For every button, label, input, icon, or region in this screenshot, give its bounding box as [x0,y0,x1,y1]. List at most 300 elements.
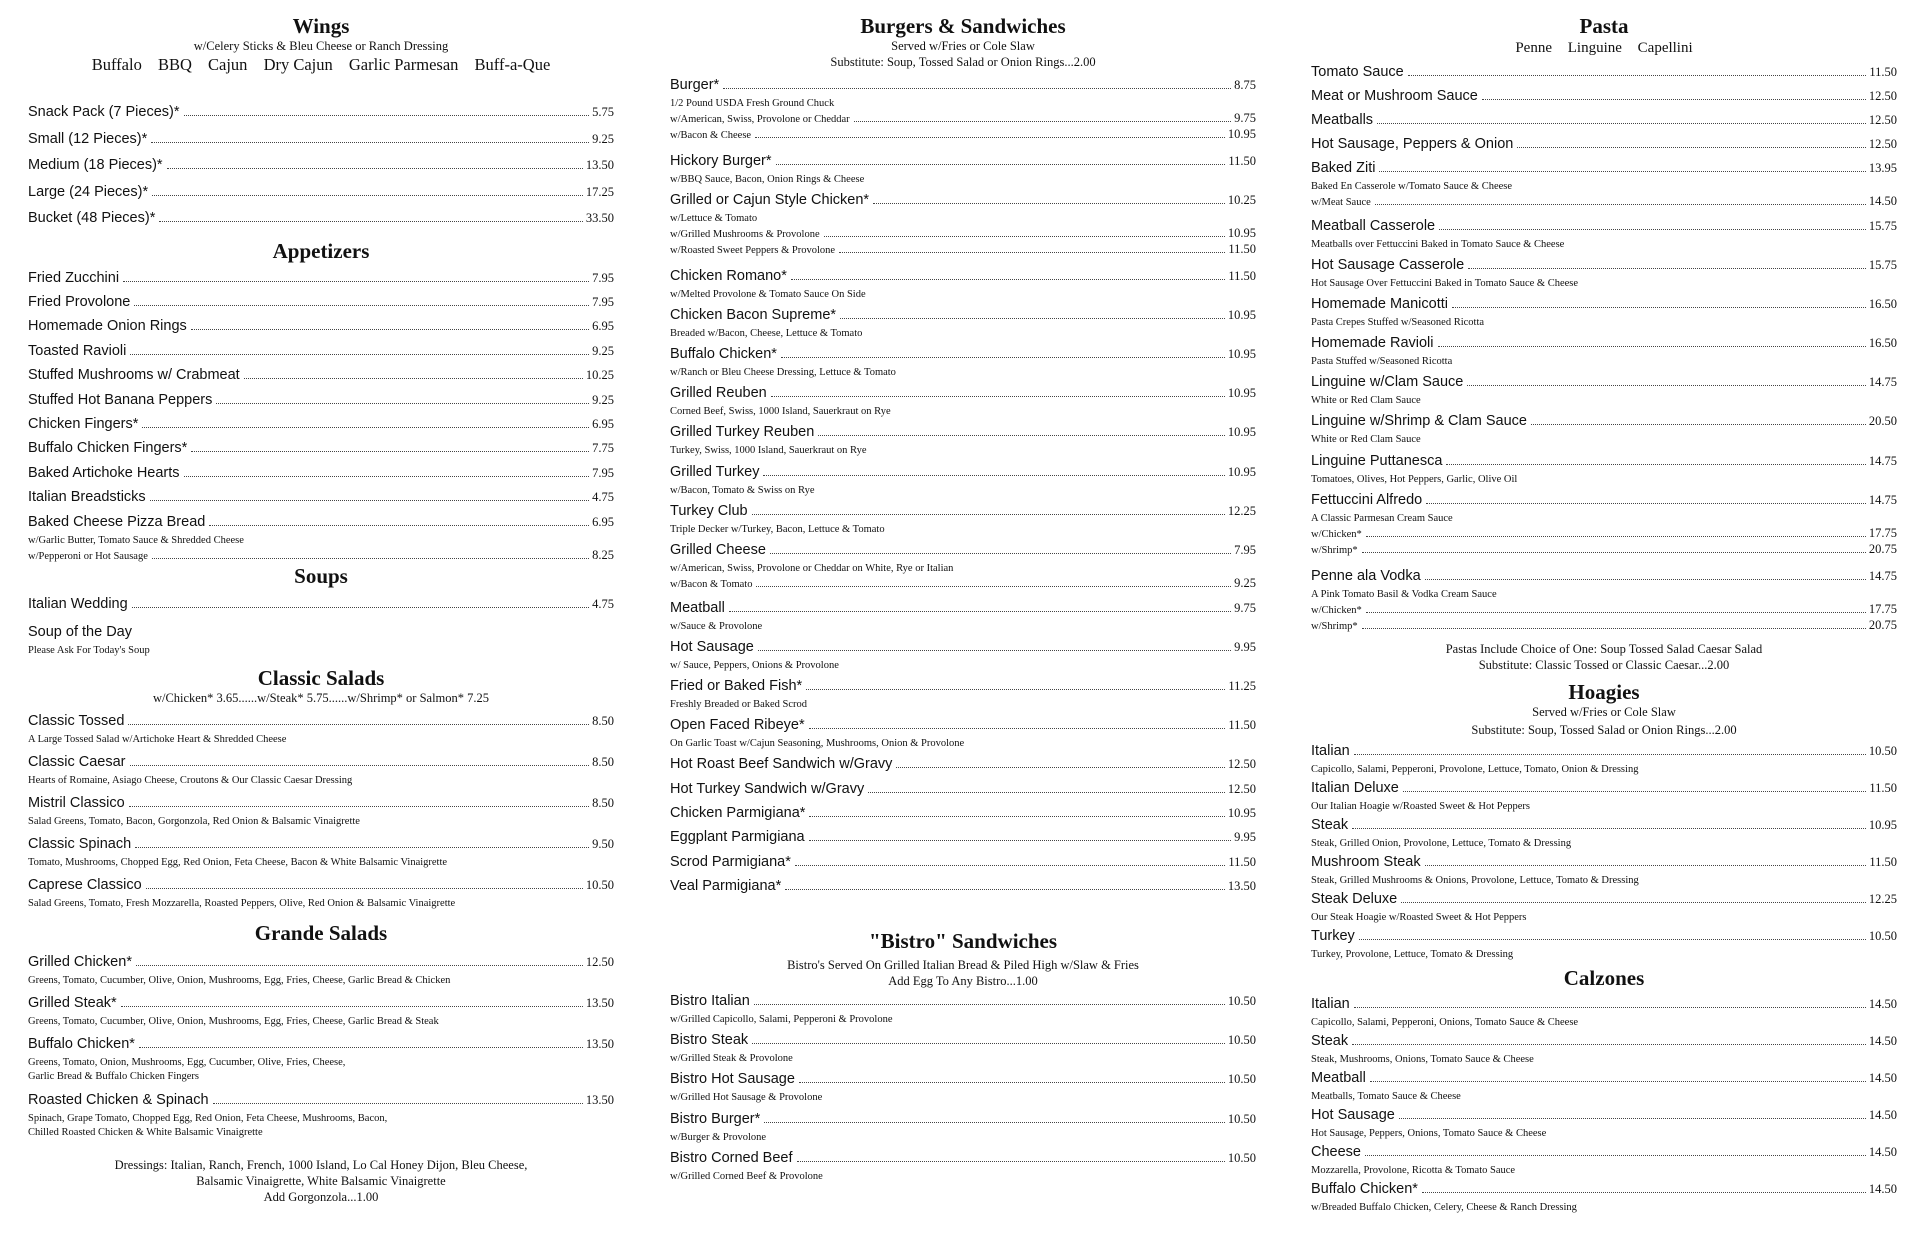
item-price: 14.75 [1868,454,1897,468]
menu-item [670,805,1256,825]
menu-item [28,131,614,151]
leader-dots [1362,552,1866,553]
leader-dots [818,435,1225,436]
item-price: 12.25 [1227,504,1256,518]
leader-dots [764,1122,1225,1123]
menu-item [670,717,1256,751]
item-description: w/Sauce & Provolone [670,621,763,632]
leader-dots [146,888,583,889]
item-name: Penne ala Vodka [1311,568,1421,584]
item-description: w/Grilled Steak & Provolone [670,1053,793,1064]
item-price: 8.75 [1234,78,1256,92]
leader-dots [184,115,590,116]
item-price: 10.50 [1227,1151,1256,1165]
item-name: Chicken Romano* [670,268,787,284]
item-price: 14.75 [1868,569,1897,583]
menu-item [670,464,1256,498]
section-subtitle: Substitute: Soup, Tossed Salad or Onion Rings...2.00 [830,55,1096,69]
note-line: Dressings: Italian, Ranch, French, 1000 Island, Lo Cal Honey Dijon, Bleu Cheese, [114,1158,528,1172]
flavor: Garlic Parmesan [348,55,459,74]
item-description: White or Red Clam Sauce [1311,434,1421,445]
item-price: 7.75 [592,441,614,455]
item-description: Greens, Tomato, Cucumber, Olive, Onion, Mushrooms, Egg, Fries, Cheese, Garlic Bread & Chicken [28,975,451,986]
pasta-types [1311,38,1897,58]
calzones-header [1311,966,1897,990]
item-description: Meatballs over Fettuccini Baked in Tomato Sauce & Cheese [1311,239,1565,250]
leader-dots [150,500,589,501]
item-variant [28,548,614,564]
item-description: On Garlic Toast w/Cajun Seasoning, Mushrooms, Onion & Provolone [670,738,965,749]
leader-dots [781,357,1225,358]
item-price: 13.50 [585,996,614,1010]
leader-dots [1352,828,1866,829]
item-name: Small (12 Pieces)* [28,131,148,147]
leader-dots [129,806,589,807]
menu-item [670,993,1256,1027]
item-name: Roasted Chicken & Spinach [28,1092,209,1108]
leader-dots [771,396,1225,397]
leader-dots [797,1161,1225,1162]
item-name: Mistril Classico [28,795,125,811]
item-description: Capicollo, Salami, Pepperoni, Provolone, Lettuce, Tomato, Onion & Dressing [1311,764,1639,775]
item-name: Grilled Cheese [670,542,766,558]
item-name: Turkey [1311,928,1355,944]
item-variant [670,127,1256,143]
item-name: Grilled Chicken* [28,954,132,970]
menu-item [28,489,614,509]
item-description: Turkey, Provolone, Lettuce, Tomato & Dressing [1311,949,1514,960]
item-name: Italian Wedding [28,596,128,612]
leader-dots [809,840,1232,841]
leader-dots [1408,75,1867,76]
leader-dots [756,586,1231,587]
menu-item [670,346,1256,380]
item-name: Hot Sausage [1311,1107,1395,1123]
menu-item [28,157,614,177]
leader-dots [1366,612,1866,613]
leader-dots [184,476,590,477]
item-price: 14.50 [1868,1182,1897,1196]
leader-dots [763,475,1224,476]
item-name: Burger* [670,77,720,93]
item-price: 10.95 [1227,308,1256,322]
item-description: Chilled Roasted Chicken & White Balsamic Vinaigrette [28,1127,263,1138]
flavor: Dry Cajun [263,55,333,74]
item-variant [670,111,1256,127]
menu-item [28,367,614,387]
item-name: Homemade Manicotti [1311,296,1448,312]
item-price: 10.50 [1868,929,1897,943]
item-description: Meatballs, Tomato Sauce & Cheese [1311,1091,1461,1102]
item-name: Hot Sausage, Peppers & Onion [1311,136,1514,152]
item-price: 12.50 [585,955,614,969]
note-line: Balsamic Vinaigrette, White Balsamic Vinaigrette [196,1174,446,1188]
item-price: 10.25 [585,368,614,382]
item-price: 5.75 [592,105,614,119]
item-price: 6.95 [592,319,614,333]
menu-item [1311,88,1897,108]
variant-price: 14.50 [1868,194,1897,208]
item-variant [1311,526,1897,542]
item-price: 10.95 [1227,465,1256,479]
item-name: Bistro Burger* [670,1111,761,1127]
leader-dots [159,221,583,222]
leader-dots [1354,1007,1866,1008]
menu-item [28,440,614,460]
menu-item [670,503,1256,537]
item-name: Classic Spinach [28,836,132,852]
leader-dots [151,142,589,143]
item-variant [670,242,1256,258]
item-name: Steak [1311,817,1349,833]
item-price: 10.50 [1227,1072,1256,1086]
item-name: Meat or Mushroom Sauce [1311,88,1478,104]
section-subtitle: Served w/Fries or Cole Slaw [1532,705,1676,719]
menu-item [1311,160,1897,210]
menu-item [28,104,614,124]
leader-dots [752,1043,1225,1044]
leader-dots [809,728,1226,729]
item-price: 7.95 [592,271,614,285]
variant-price: 10.95 [1227,226,1256,240]
leader-dots [1362,628,1866,629]
variant-name: w/Bacon & Tomato [670,579,753,590]
leader-dots [191,451,589,452]
item-description: Salad Greens, Tomato, Fresh Mozzarella, Roasted Peppers, Olive, Red Onion & Balsamic Vinaigrette [28,898,456,909]
item-description: Capicollo, Salami, Pepperoni, Onions, Tomato Sauce & Cheese [1311,1017,1579,1028]
wings-header [28,14,614,76]
menu-item [28,954,614,988]
leader-dots [824,236,1225,237]
menu-item [1311,492,1897,558]
item-price: 14.50 [1868,1108,1897,1122]
item-price: 10.95 [1227,806,1256,820]
pasta-type: Linguine [1567,40,1622,56]
item-price: 11.50 [1228,855,1256,869]
item-description: 1/2 Pound USDA Fresh Ground Chuck [670,98,835,109]
item-description: Pasta Stuffed w/Seasoned Ricotta [1311,356,1453,367]
item-name: Large (24 Pieces)* [28,184,149,200]
item-description: w/American, Swiss, Provolone or Cheddar on White, Rye or Italian [670,563,954,574]
variant-name: w/Shrimp* [1311,621,1358,632]
menu-item [670,77,1256,143]
item-description: Corned Beef, Swiss, 1000 Island, Sauerkraut on Rye [670,406,891,417]
menu-item [670,756,1256,776]
leader-dots [167,168,583,169]
leader-dots [770,553,1231,554]
item-name: Linguine w/Shrimp & Clam Sauce [1311,413,1527,429]
item-price: 13.95 [1868,161,1897,175]
leader-dots [723,88,1231,89]
item-price: 17.25 [585,185,614,199]
menu-item [28,392,614,412]
leader-dots [1370,1081,1866,1082]
menu-item [1311,996,1897,1030]
leader-dots [868,792,1225,793]
menu-item [670,1111,1256,1145]
menu-item [1311,1070,1897,1104]
leader-dots [729,611,1231,612]
item-description: Spinach, Grape Tomato, Chopped Egg, Red Onion, Feta Cheese, Mushrooms, Bacon, [28,1113,388,1124]
section-title: Appetizers [272,239,370,263]
item-name: Scrod Parmigiana* [670,854,791,870]
item-description: Greens, Tomato, Onion, Mushrooms, Egg, Cucumber, Olive, Fries, Cheese, [28,1057,346,1068]
section-subtitle: Served w/Fries or Cole Slaw [891,39,1035,53]
item-price: 6.95 [592,515,614,529]
variant-name: w/Pepperoni or Hot Sausage [28,551,148,562]
item-price: 10.50 [1868,744,1897,758]
item-price: 10.50 [585,878,614,892]
menu-item [670,878,1256,898]
menu-item [1311,374,1897,408]
item-description: Our Steak Hoagie w/Roasted Sweet & Hot Peppers [1311,912,1527,923]
item-name: Hot Turkey Sandwich w/Gravy [670,781,865,797]
variant-name: w/Chicken* [1311,605,1362,616]
item-name: Italian [1311,996,1350,1012]
section-subtitle: Add Egg To Any Bistro...1.00 [888,974,1038,988]
leader-dots [1425,865,1867,866]
leader-dots [142,427,589,428]
item-price: 12.50 [1868,137,1897,151]
soups-header [28,564,614,588]
item-description: Garlic Bread & Buffalo Chicken Fingers [28,1071,199,1082]
menu-item [28,1036,614,1084]
item-variant [670,226,1256,242]
menu-item [28,184,614,204]
item-name: Veal Parmigiana* [670,878,782,894]
item-name: Fried Zucchini [28,270,120,286]
item-description: Steak, Grilled Mushrooms & Onions, Provolone, Lettuce, Tomato & Dressing [1311,875,1639,886]
item-price: 10.50 [1227,1112,1256,1126]
item-name: Linguine w/Clam Sauce [1311,374,1464,390]
item-name: Chicken Fingers* [28,416,139,432]
menu-item [1311,64,1897,84]
item-price: 12.50 [1227,757,1256,771]
item-name: Hot Roast Beef Sandwich w/Gravy [670,756,893,772]
item-price: 6.95 [592,417,614,431]
menu-item [28,836,614,870]
item-name: Buffalo Chicken* [670,346,777,362]
menu-item [28,1092,614,1140]
variant-price: 8.25 [592,548,614,562]
menu-item [1311,296,1897,330]
item-name: Bucket (48 Pieces)* [28,210,156,226]
item-variant [1311,542,1897,558]
item-price: 16.50 [1868,336,1897,350]
flavor: BBQ [157,55,192,74]
item-price: 14.75 [1868,493,1897,507]
item-name: Buffalo Chicken* [28,1036,135,1052]
item-name: Fried Provolone [28,294,131,310]
item-price: 14.50 [1868,997,1897,1011]
leader-dots [139,1047,583,1048]
leader-dots [1366,536,1866,537]
variant-price: 9.25 [1234,576,1256,590]
item-name: Buffalo Chicken* [1311,1181,1418,1197]
note-line: Substitute: Classic Tossed or Classic Caesar...2.00 [1478,658,1730,672]
item-price: 10.50 [1227,1033,1256,1047]
flavor: Cajun [208,55,248,74]
section-title: Hoagies [1568,680,1640,704]
item-variant [1311,602,1897,618]
item-name: Grilled Reuben [670,385,767,401]
item-description: Freshly Breaded or Baked Scrod [670,699,808,710]
item-price: 33.50 [585,211,614,225]
menu-item [670,192,1256,258]
leader-dots [839,252,1225,253]
item-description: Baked En Casserole w/Tomato Sauce & Cheese [1311,181,1513,192]
item-description: w/Breaded Buffalo Chicken, Celery, Cheese & Ranch Dressing [1311,1202,1577,1213]
leader-dots [244,378,583,379]
classic-salads-header [28,666,614,706]
item-name: Baked Artichoke Hearts [28,465,180,481]
item-name: Hot Sausage Casserole [1311,257,1465,273]
leader-dots [152,195,583,196]
item-price: 12.25 [1868,892,1897,906]
item-price: 11.50 [1228,269,1256,283]
item-price: 14.75 [1868,375,1897,389]
menu-item [1311,453,1897,487]
item-description: w/BBQ Sauce, Bacon, Onion Rings & Cheese [670,174,865,185]
item-price: 9.95 [1234,640,1256,654]
item-price: 20.50 [1868,414,1897,428]
menu-item [670,307,1256,341]
leader-dots [785,889,1225,890]
item-description: Salad Greens, Tomato, Bacon, Gorgonzola, Red Onion & Balsamic Vinaigrette [28,816,360,827]
leader-dots [1438,346,1866,347]
item-description: w/Burger & Provolone [670,1132,767,1143]
section-title: Soups [294,564,348,588]
leader-dots [809,816,1224,817]
section-subtitle: w/Celery Sticks & Bleu Cheese or Ranch Dressing [193,39,449,53]
leader-dots [136,965,583,966]
item-price: 15.75 [1868,258,1897,272]
item-name: Italian Deluxe [1311,780,1399,796]
item-variant [1311,194,1897,210]
item-description: w/ Sauce, Peppers, Onions & Provolone [670,660,839,671]
item-name: Toasted Ravioli [28,343,127,359]
menu-item [1311,218,1897,252]
item-price: 12.50 [1227,782,1256,796]
dressings-note [28,1157,614,1205]
item-price: 7.95 [1234,543,1256,557]
menu-item [670,385,1256,419]
leader-dots [213,1103,583,1104]
item-price: 9.95 [1234,830,1256,844]
item-name: Chicken Bacon Supreme* [670,307,837,323]
leader-dots [216,403,589,404]
bistro-header [670,929,1256,989]
item-price: 9.50 [592,837,614,851]
menu-item [1311,136,1897,156]
section-subtitle: w/Chicken* 3.65......w/Steak* 5.75......w/Shrimp* or Salmon* 7.25 [152,691,490,705]
item-price: 10.95 [1868,818,1897,832]
section-title: Wings [292,14,350,38]
item-description: Mozzarella, Provolone, Ricotta & Tomato Sauce [1311,1165,1516,1176]
leader-dots [755,137,1225,138]
menu-item [1311,112,1897,132]
item-name: Baked Ziti [1311,160,1376,176]
item-description: Hot Sausage Over Fettuccini Baked in Tomato Sauce & Cheese [1311,278,1579,289]
item-price: 13.50 [1227,879,1256,893]
item-description: w/Melted Provolone & Tomato Sauce On Side [670,289,866,300]
menu-item [670,781,1256,801]
item-price: 9.25 [592,393,614,407]
menu-item [1311,854,1897,888]
item-name: Grilled or Cajun Style Chicken* [670,192,870,208]
leader-dots [1365,1155,1866,1156]
item-price: 9.75 [1234,601,1256,615]
item-name: Bistro Italian [670,993,750,1009]
variant-price: 17.75 [1868,602,1897,616]
leader-dots [896,767,1224,768]
item-name: Eggplant Parmigiana [670,829,805,845]
menu-item [28,514,614,564]
item-price: 11.50 [1869,855,1897,869]
item-description: Steak, Grilled Onion, Provolone, Lettuce, Tomato & Dressing [1311,838,1572,849]
item-name: Italian [1311,743,1350,759]
leader-dots [121,1006,583,1007]
leader-dots [754,1004,1225,1005]
variant-name: w/Shrimp* [1311,545,1358,556]
item-name: Medium (18 Pieces)* [28,157,163,173]
pasta-type: Capellini [1637,40,1693,56]
menu-item [1311,891,1897,925]
item-description: w/Grilled Hot Sausage & Provolone [670,1092,823,1103]
item-price: 14.50 [1868,1145,1897,1159]
item-name: Chicken Parmigiana* [670,805,806,821]
item-price: 11.50 [1228,154,1256,168]
leader-dots [1377,123,1866,124]
menu-item [28,877,614,911]
leader-dots [1439,229,1866,230]
menu-item [28,624,614,658]
leader-dots [1446,464,1865,465]
item-name: Stuffed Mushrooms w/ Crabmeat [28,367,240,383]
leader-dots [132,607,589,608]
item-price: 11.50 [1228,718,1256,732]
flavor: Buffalo [91,55,142,74]
leader-dots [1517,147,1866,148]
item-price: 4.75 [592,597,614,611]
pasta-header [1311,14,1897,58]
item-price: 9.25 [592,344,614,358]
variant-price: 17.75 [1868,526,1897,540]
leader-dots [758,650,1231,651]
leader-dots [1426,503,1866,504]
leader-dots [191,329,589,330]
item-name: Open Faced Ribeye* [670,717,805,733]
section-title: Calzones [1563,966,1645,990]
item-price: 16.50 [1868,297,1897,311]
item-name: Meatball Casserole [1311,218,1436,234]
leader-dots [1467,385,1866,386]
menu-item [28,294,614,314]
item-description: White or Red Clam Sauce [1311,395,1421,406]
item-price: 11.25 [1228,679,1256,693]
section-title: Classic Salads [257,666,385,690]
item-price: 8.50 [592,714,614,728]
menu-item [28,995,614,1029]
leader-dots [135,847,589,848]
leader-dots [123,281,589,282]
item-name: Homemade Onion Rings [28,318,187,334]
item-name: Bistro Corned Beef [670,1150,793,1166]
menu-item [28,343,614,363]
variant-name: w/Grilled Mushrooms & Provolone [670,229,820,240]
menu-item [670,639,1256,673]
menu-item [28,270,614,290]
